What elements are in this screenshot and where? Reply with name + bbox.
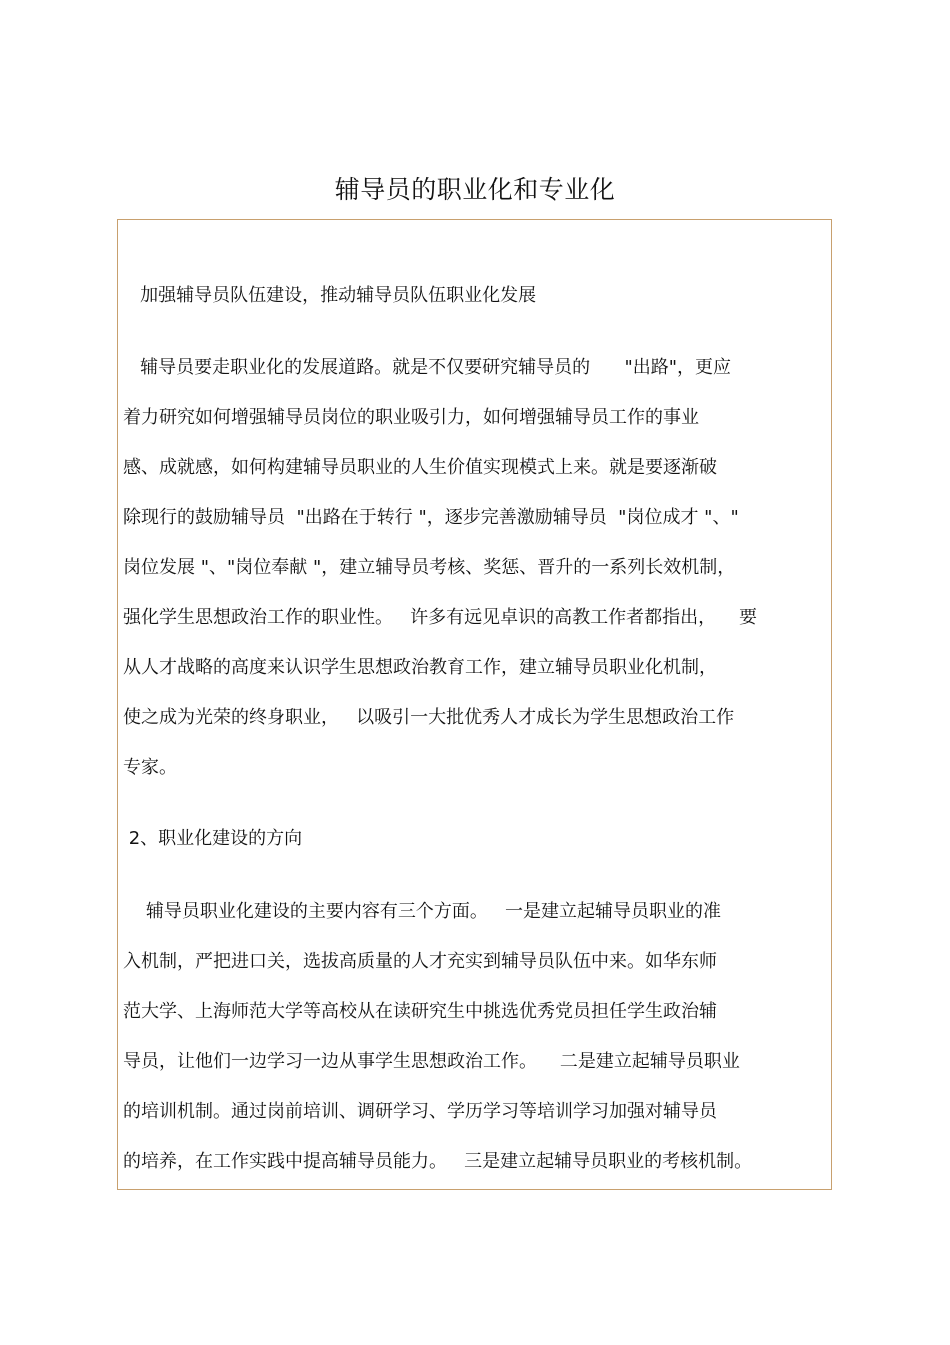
paragraph-line: 导员，让他们一边学习一边从事学生思想政治工作。 二是建立起辅导员职业 (123, 1051, 740, 1072)
paragraph-line: 辅导员要走职业化的发展道路。就是不仅要研究辅导员的 "出路"，更应 (123, 357, 732, 378)
section-heading: 加强辅导员队伍建设，推动辅导员队伍职业化发展 (123, 285, 537, 306)
paragraph-line: 辅导员职业化建设的主要内容有三个方面。 一是建立起辅导员职业的准 (123, 901, 722, 922)
paragraph-line: 使之成为光荣的终身职业， 以吸引一大批优秀人才成长为学生思想政治工作 (123, 707, 735, 728)
section-heading: 2、职业化建设的方向 (123, 828, 303, 849)
paragraph-line: 强化学生思想政治工作的职业性。 许多有远见卓识的高教工作者都指出， 要 (123, 607, 758, 628)
paragraph-line: 岗位发展 "、"岗位奉献 "，建立辅导员考核、奖惩、晋升的一系列长效机制， (123, 557, 736, 578)
paragraph-line: 的培养，在工作实践中提高辅导员能力。 三是建立起辅导员职业的考核机制。 (123, 1151, 753, 1172)
paragraph-line: 从人才战略的高度来认识学生思想政治教育工作，建立辅导员职业化机制， (123, 657, 717, 678)
paragraph-line: 感、成就感，如何构建辅导员职业的人生价值实现模式上来。就是要逐渐破 (123, 457, 717, 478)
paragraph-line: 除现行的鼓励辅导员 "出路在于转行 "，逐步完善激励辅导员 "岗位成才 "、" (123, 507, 739, 528)
paragraph-line: 范大学、上海师范大学等高校从在读研究生中挑选优秀党员担任学生政治辅 (123, 1001, 717, 1022)
paragraph-line: 的培训机制。通过岗前培训、调研学习、学历学习等培训学习加强对辅导员 (123, 1101, 717, 1122)
paragraph-line: 着力研究如何增强辅导员岗位的职业吸引力，如何增强辅导员工作的事业 (123, 407, 699, 428)
paragraph-line: 入机制，严把进口关，选拔高质量的人才充实到辅导员队伍中来。如华东师 (123, 951, 717, 972)
paragraph-line: 专家。 (123, 757, 177, 778)
document-title: 辅导员的职业化和专业化 (334, 175, 616, 204)
